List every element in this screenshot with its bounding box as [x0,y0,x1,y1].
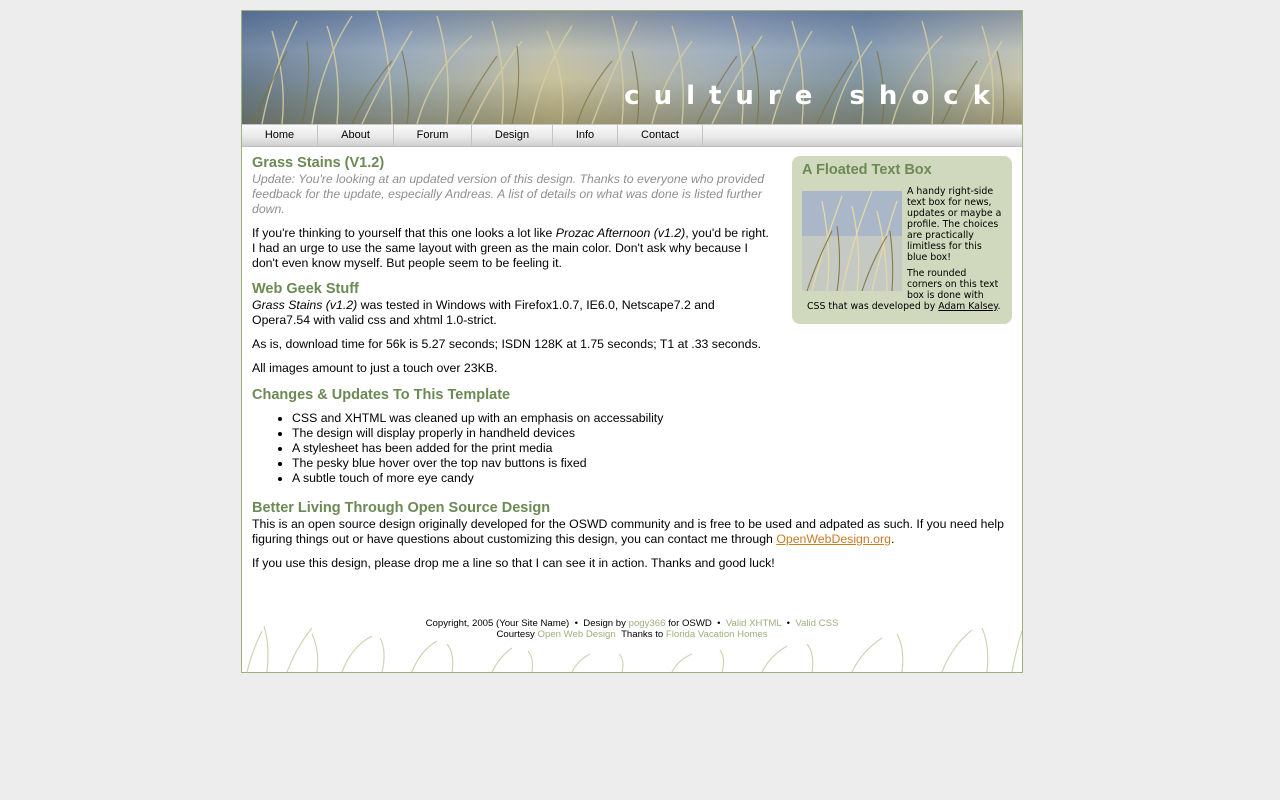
valid-css-link[interactable]: Valid CSS [795,618,839,629]
open-source-paragraph-2: If you use this design, please drop me a line so that I can see it in action. Thanks and good luck! [252,556,775,570]
footer-text [272,618,992,640]
valid-xhtml-link[interactable]: Valid XHTML [725,618,782,629]
open-source-heading: Better Living Through Open Source Design [252,500,551,516]
open-web-design-link[interactable]: Open Web Design [537,629,616,640]
intro-paragraph: If you're thinking to yourself that this one looks a lot like Prozac Afternoon (v1.2), you'd be right. I had an urge to use the same layout with green as the main color. Don't ask why because I don't even know myself. But people seem to be feeling it. [252,226,769,270]
footer [242,616,1022,672]
header-banner [242,11,1022,124]
open-source-paragraph-1: This is an open source design originally developed for the OSWD community and is free to be used and adpated as such. If you need help figuring things out or have questions about customizing this design, you can contact me through OpenWebDesign.org. [252,517,1004,546]
footer-line-1: Copyright, 2005 (Your Site Name) • Design by pogy366 for OSWD • Valid XHTML • Valid CSS [425,618,839,629]
update-note: Update: You're looking at an updated version of this design. Thanks to everyone who provided feedback for the update, especially Andreas. A list of details on what was done is listed further down. [252,172,765,216]
list-item: • A stylesheet has been added for the print media [292,441,1012,456]
nav-info[interactable]: Info [553,125,618,146]
web-geek-heading: Web Geek Stuff [252,281,359,297]
main-content [252,155,1012,571]
nav-design[interactable]: Design [472,125,553,146]
list-item: • The pesky blue hover over the top nav buttons is fixed [292,456,1012,471]
geek-paragraph-2: As is, download time for 56k is 5.27 seconds; ISDN 128K at 1.75 seconds; T1 at .33 seconds. [252,337,762,351]
nav-forum[interactable]: Forum [394,125,472,146]
top-nav [242,124,1022,147]
list-item: • The design will display properly in handheld devices [292,426,1012,441]
list-item: • CSS and XHTML was cleaned up with an emphasis on accessability [292,411,1012,426]
adam-kalsey-link[interactable]: Adam Kalsey [938,301,998,312]
site-title: culture shock [624,81,1004,111]
designer-link[interactable]: pogy366 [628,618,666,629]
nav-home[interactable]: Home [242,125,318,146]
floatbox-text-3: CSS that was developed by Adam Kalsey. [807,301,1001,312]
floatbox-title: A Floated Text Box [802,162,932,178]
footer-line-2: Courtesy Open Web Design Thanks to Florida Vacation Homes [496,629,768,640]
changes-heading: Changes & Updates To This Template [252,387,511,403]
floatbox-text-2: The rounded corners on this text box is done with [907,268,999,301]
openwebdesign-link[interactable]: OpenWebDesign.org [776,532,891,546]
geek-paragraph-1: Grass Stains (v1.2) was tested in Windows with Firefox1.0.7, IE6.0, Netscape7.2 and Opera7.54 with valid css and xhtml 1.0-strict. [252,298,715,327]
intro-heading: Grass Stains (V1.2) [252,155,385,171]
nav-about[interactable]: About [318,125,394,146]
changes-list [252,411,1012,486]
list-item: • A subtle touch of more eye candy [292,471,1012,486]
page-container [241,10,1023,673]
geek-paragraph-3: All images amount to just a touch over 23KB. [252,361,498,375]
florida-vacation-homes-link[interactable]: Florida Vacation Homes [665,629,768,640]
floatbox-text-1: A handy right-side text box for news, updates or maybe a profile. The choices are practically limitless for this blue box! [907,186,1002,263]
nav-contact[interactable]: Contact [618,125,703,146]
